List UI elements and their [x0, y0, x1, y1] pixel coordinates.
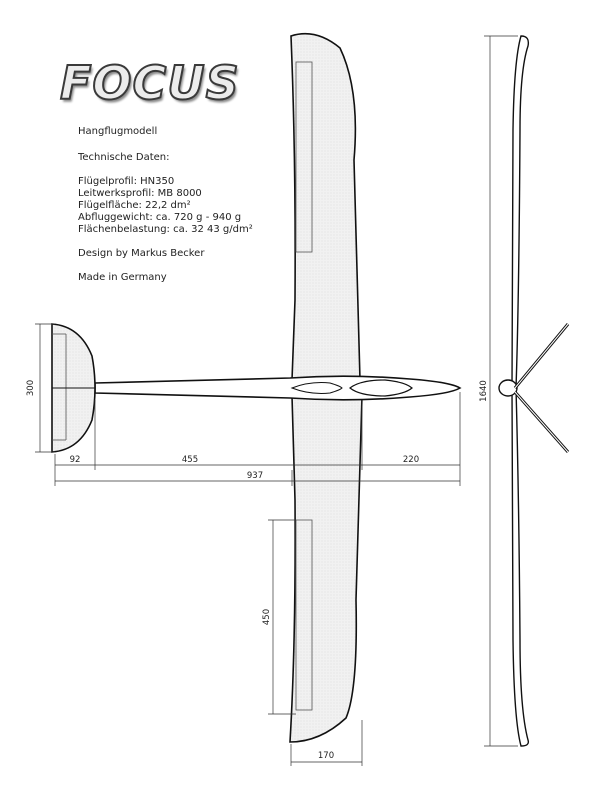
dim-tail-height: 300 [26, 379, 36, 397]
dim-nose: 220 [402, 455, 420, 465]
spec-wing-area: Flügelfläche: 22,2 dm² [78, 200, 191, 211]
model-type: Hangflugmodell [78, 126, 158, 137]
spec-tail-airfoil: Leitwerksprofil: MB 8000 [78, 188, 202, 199]
specs-heading: Technische Daten: [78, 152, 170, 163]
spec-weight: Abfluggewicht: ca. 720 g - 940 g [78, 212, 242, 223]
lower-wing [290, 396, 362, 742]
origin-note: Made in Germany [78, 272, 167, 283]
dim-span: 1640 [479, 380, 489, 402]
dim-aileron: 450 [262, 608, 272, 626]
dim-boom: 455 [181, 455, 199, 465]
designer-credit: Design by Markus Becker [78, 248, 205, 259]
dim-length: 937 [246, 471, 264, 481]
front-view-fuselage [499, 380, 517, 396]
dim-tail-depth: 92 [69, 455, 81, 465]
dim-root-chord: 170 [317, 751, 335, 761]
upper-wing [291, 34, 360, 380]
spec-wing-loading: Flächenbelastung: ca. 32 43 g/dm² [78, 224, 253, 235]
spec-airfoil: Flügelprofil: HN350 [78, 176, 175, 187]
focus-logo: FOCUS [60, 56, 240, 110]
